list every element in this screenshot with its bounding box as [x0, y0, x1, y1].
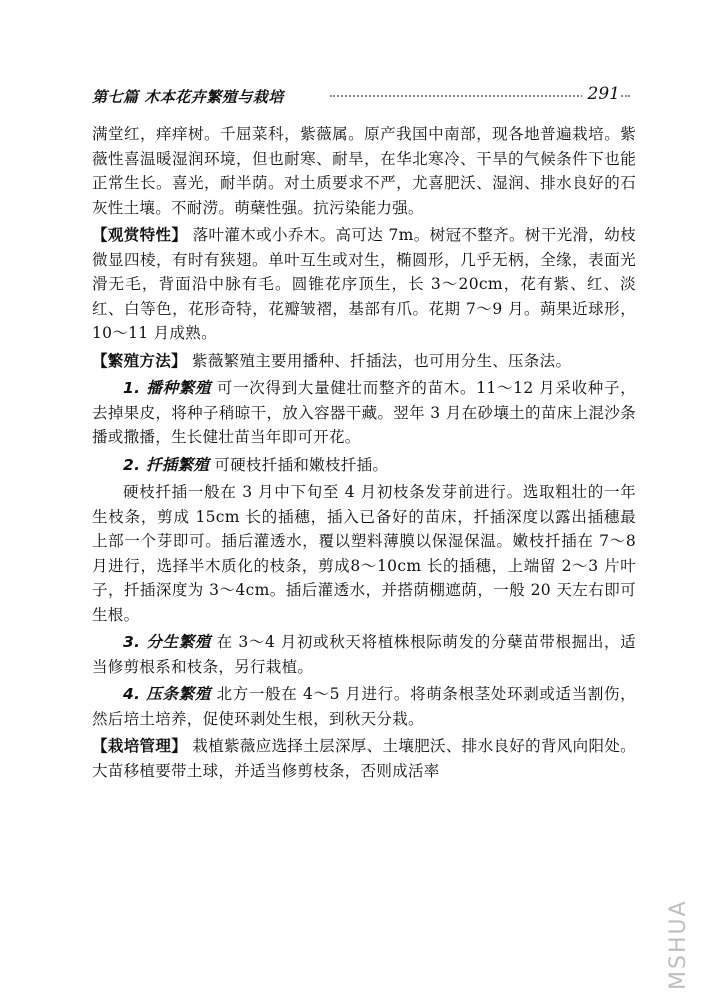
paragraph-text: 紫薇繁殖主要用播种、扦插法，也可用分生、压条法。 — [186, 351, 572, 370]
subsection-label: 3. 分生繁殖 — [123, 633, 211, 651]
paragraph-text: 在 3～4 月初或秋天将植株根际萌发的分蘖苗带根掘出，适当修剪根系和枝条，另行栽植。 — [92, 633, 636, 676]
chapter-title: 第七篇 木本花卉繁殖与栽培 — [92, 88, 284, 106]
section-label: 【繁殖方法】 — [92, 351, 187, 370]
paragraph — [92, 453, 636, 478]
paragraph-text: 栽植紫薇应选择土层深厚、土壤肥沃、排水良好的背风向阳处。大苗移植要带土球，并适当修剪枝条，否则成活率 — [92, 737, 636, 780]
paragraph-text: 可硬枝扦插和嫩枝扦插。 — [209, 455, 389, 474]
subsection-label: 1. 播种繁殖 — [123, 379, 212, 397]
paragraph-text: 北方一般在 4～5 月进行。将萌条根茎处环剥或适当割伤，然后培土培养，促使环剥处生根，到秋天分栽。 — [92, 685, 636, 728]
paragraph-text: 满堂红，痒痒树。千屈菜科，紫薇属。原产我国中南部，现各地普遍栽培。紫薇性喜温暖湿润环境，但也耐寒、耐旱，在华北寒冷、干旱的气候条件下也能正常生长。喜光，耐半荫。对土质要求不严，尤喜肥沃、湿润、排水良好的石灰性土壤。不耐涝。萌蘖性强。抗污染能力强。 — [92, 125, 636, 217]
paragraph-text: 可一次得到大量健壮而整齐的苗木。11～12 月采收种子，去掉果皮，将种子稍晾干，放入容器干藏。翌年 3 月在砂壤土的苗床上混沙条播或撒播，生长健壮苗当年即可开花。 — [92, 379, 636, 446]
section-label: 【观赏特性】 — [92, 226, 188, 244]
paragraph — [92, 630, 636, 679]
page-header — [92, 86, 620, 110]
subsection-label: 4. 压条繁殖 — [123, 685, 211, 703]
paragraph — [92, 480, 636, 627]
watermark: MSHUA — [666, 899, 691, 990]
section-label: 【栽培管理】 — [92, 737, 188, 755]
paragraph-text: 硬枝扦插一般在 3 月中下旬至 4 月初枝条发芽前进行。选取粗壮的一年生枝条，剪成 15cm 长的插穗，插入已备好的苗床，扦插深度以露出插穗最上部一个芽即可。插后灌透水，覆以塑料薄膜以保湿保温。嫩枝扦插在 7～8 月进行，选择半木质化的枝条，剪成8～10cm 长的插穗，上端留 2～3 片叶子，扦插深度为 3～4cm。插后灌透水，并搭荫棚遮荫，一般 20 天左右即可生根。 — [92, 483, 636, 624]
paragraph-text: 落叶灌木或小乔木。高可达 7m。树冠不整齐。树干光滑，幼枝微显四棱，有时有狭翅。单叶互生或对生，椭圆形，几乎无柄，全缘，表面光滑无毛，背面沿中脉有毛。圆锥花序顶生，长 3～20cm，花有紫、红、淡红、白等色，花形奇特，花瓣皱褶，基部有爪。花期 7～9 月。蒴果近球形，10～11 月成熟。 — [92, 226, 636, 342]
subsection-label: 2. 扦插繁殖 — [123, 455, 210, 474]
paragraph — [92, 376, 636, 450]
page-number: 291 — [582, 84, 620, 104]
paragraph — [92, 223, 636, 346]
paragraph — [92, 122, 636, 220]
page-body — [92, 122, 636, 786]
paragraph — [92, 349, 636, 374]
paragraph — [92, 734, 636, 783]
paragraph — [92, 682, 636, 731]
